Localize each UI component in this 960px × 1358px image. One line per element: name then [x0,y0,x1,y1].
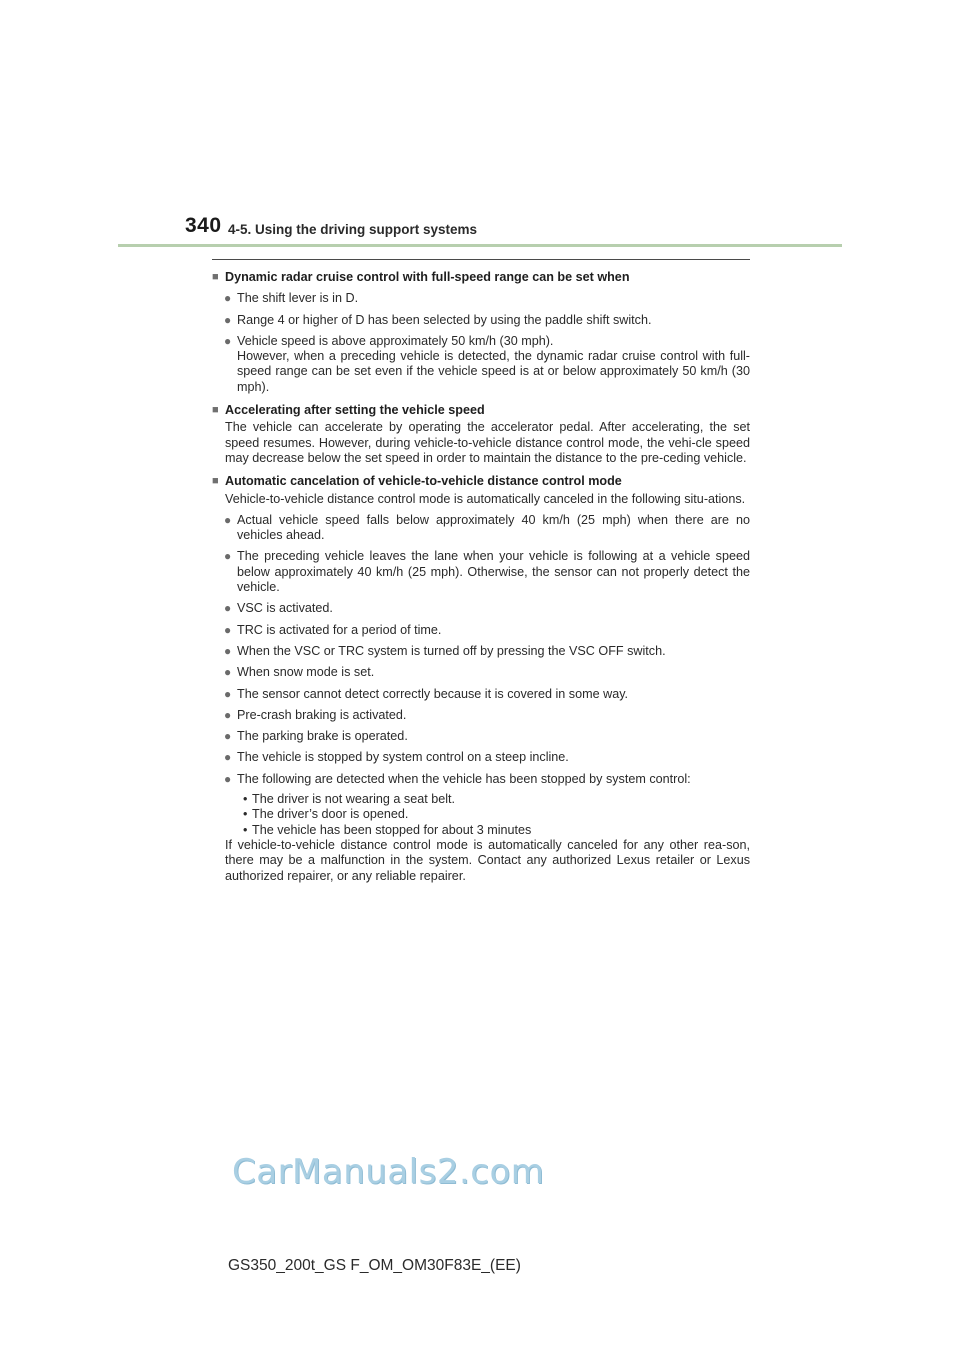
circle-bullet-icon: ● [224,333,232,348]
circle-bullet-icon: ● [224,686,232,701]
dot-bullet-icon: • [243,822,248,837]
list-item: ● Actual vehicle speed falls below approximately 40 km/h (25 mph) when there are no vehicles ahead. [224,512,750,543]
circle-bullet-icon: ● [224,643,232,658]
header-rule [118,244,842,247]
square-bullet-icon: ■ [212,404,219,417]
watermark-logo: CarManuals2.com [232,1152,545,1192]
list-item: ● The following are detected when the vehicle has been stopped by system control: [224,771,691,786]
square-bullet-icon: ■ [212,475,219,488]
circle-bullet-icon: ● [224,601,232,616]
list-item-continuation: However, when a preceding vehicle is detected, the dynamic radar cruise control with full-speed range can be set even if the vehicle speed is at or below approximately 50 km/h (30 mph). [237,349,750,394]
list-item: ● VSC is activated. [224,601,333,616]
circle-bullet-icon: ● [224,549,232,564]
circle-bullet-icon: ● [224,665,232,680]
sub-list-item: • The driver’s door is opened. [243,807,409,822]
square-bullet-icon: ■ [212,271,219,283]
dot-bullet-icon: • [243,792,248,807]
circle-bullet-icon: ● [224,312,232,327]
page-content [212,268,750,884]
paragraph: The vehicle can accelerate by operating the accelerator pedal. After accelerating, the set speed resumes. However, during vehicle-to-vehicle distance control mode, the vehi-cle speed may decrease below the set speed in order to maintain the distance to the pre-ceding vehicle. [225,420,750,465]
page-header [185,212,845,242]
circle-bullet-icon: ● [224,622,232,637]
closing-paragraph: If vehicle-to-vehicle distance control mode is automatically canceled for any other rea-son, there may be a malfunction in the system. Contact any authorized Lexus retailer or Lexus authorized repairer, or any reliable repairer. [225,837,750,883]
content-top-rule [212,259,750,260]
list-item: ● TRC is activated for a period of time. [224,622,442,637]
section-title: 4-5. Using the driving support systems [228,222,478,237]
list-item: ● When the VSC or TRC system is turned off by pressing the VSC OFF switch. [224,643,666,658]
sub-list-item: • The driver is not wearing a seat belt. [243,792,456,807]
list-item: ● When snow mode is set. [224,665,375,680]
page-number: 340 [185,214,222,237]
circle-bullet-icon: ● [224,291,232,306]
circle-bullet-icon: ● [224,771,232,786]
list-item: ● The vehicle is stopped by system control on a steep incline. [224,750,569,765]
sub-list-item: • The vehicle has been stopped for about 3 minutes [243,822,532,837]
list-item: ● The sensor cannot detect correctly because it is covered in some way. [224,686,629,701]
section-heading: ■ Accelerating after setting the vehicle speed [212,403,485,418]
list-item: ● The parking brake is operated. [224,729,408,744]
circle-bullet-icon: ● [224,750,232,765]
circle-bullet-icon: ● [224,729,232,744]
paragraph: Vehicle-to-vehicle distance control mode is automatically canceled in the following situ-ations. [225,491,746,506]
section-heading: ■ Dynamic radar cruise control with full-speed range can be set when [212,270,630,284]
circle-bullet-icon: ● [224,707,232,722]
list-item: ● Range 4 or higher of D has been selected by using the paddle shift switch. [224,312,652,327]
list-item: ● The preceding vehicle leaves the lane when your vehicle is following at a vehicle speed below approximately 40 km/h (25 mph). Otherwise, the sensor can not properly detect the vehicle. [224,549,750,595]
footer-code: GS350_200t_GS F_OM_OM30F83E_(EE) [228,1257,521,1274]
dot-bullet-icon: • [243,807,248,822]
list-item: ● Vehicle speed is above approximately 50 km/h (30 mph). However, when a preceding vehicle is detected, the dynamic radar cruise control with full-speed range can be set even if the vehicle speed is at or below approximately 50 km/h (30 mph). [224,333,750,394]
sub-list [212,792,750,838]
circle-bullet-icon: ● [224,512,232,527]
section-heading: ■ Automatic cancelation of vehicle-to-vehicle distance control mode [212,474,622,489]
list-item: ● The shift lever is in D. [224,291,359,306]
list-item: ● Pre-crash braking is activated. [224,707,407,722]
